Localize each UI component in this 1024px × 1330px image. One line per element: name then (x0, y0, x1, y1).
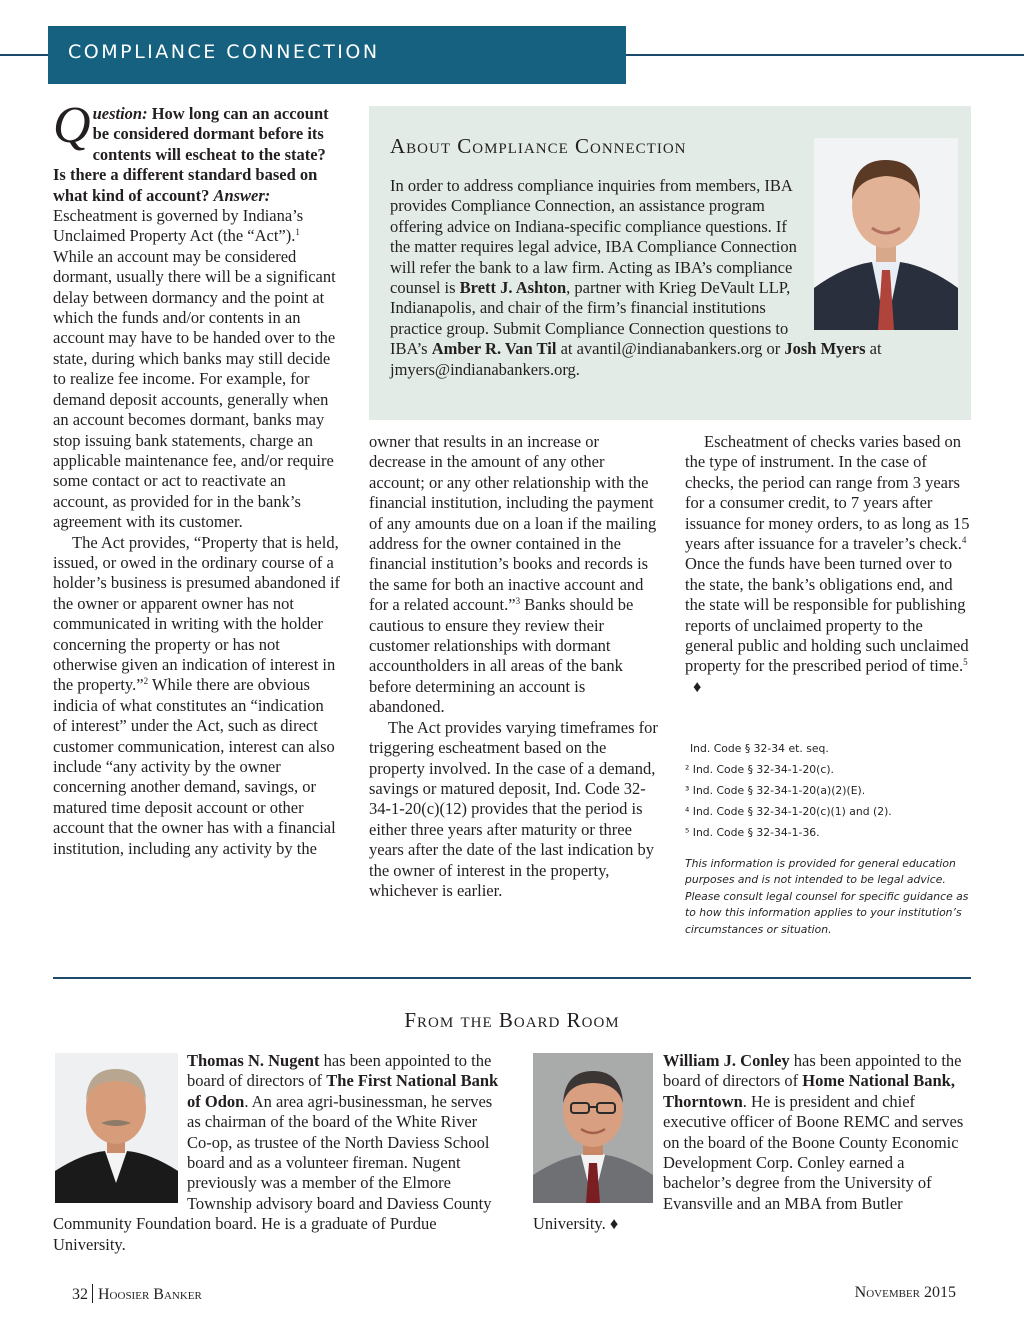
page-footer-left (72, 1284, 202, 1304)
footer-separator (92, 1284, 93, 1303)
disclaimer: This information is provided for general education purposes and is not intended to be legal advice. Please consult legal counsel for specific guidance as to how this information applies to your institution’s circumstances or situation. (685, 857, 969, 936)
william-conley-photo (533, 1053, 653, 1203)
conley-announcement: William J. Conley has been appointed to the board of directors of Home National Bank, Thorntown. He is president and chief executive officer of Boone REMC and serves on the board of the Boone County Economic Development Corp. Conley earned a bachelor’s degree from the University of Evansville and an MBA from Butler University. ♦ (533, 1051, 964, 1234)
answer-text: While an account may be considered dormant, usually there will be a significant delay between dormancy and the point at which the funds and/or contents in an account may have to be handed over to the state, during which banks may still decide to realize fee income. For example, for demand deposit accounts, generally when an account becomes dormant, banks may stop issuing bank statements, charge an applicable maintenance fee, and/or require some contact or act to reactivate an account, as provided for in the bank’s agreement with its customer. (53, 246, 336, 532)
body-paragraph: Escheatment of checks varies based on the type of instrument. In the case of checks, the period can range from 3 years for a consumer credit, to 7 years after issuance for money orders, to as long as 15 years after issuance for a traveler’s check.$^4$ Once the funds have been turned over to the state, the bank’s obligations end, and the state will be responsible for publishing reports of unclaimed property to the general public and holding such unclaimed property for the prescribed period of time.$^5$ ♦ (685, 432, 970, 696)
bank-name: The First National Bank of Odon (187, 1071, 499, 1111)
footnote: ⁵ Ind. Code § 32-34-1-36. (685, 826, 820, 839)
footnote: ³ Ind. Code § 32-34-1-20(a)(2)(E). (685, 784, 866, 797)
answer-label: Answer: (213, 185, 271, 205)
end-mark: ♦ (609, 1214, 619, 1234)
footnote: ⁴ Ind. Code § 32-34-1-20(c)(1) and (2). (685, 805, 892, 818)
footnote: Ind. Code § 32-34 et. seq. (690, 742, 829, 755)
footnote-ref-4: 4 (961, 535, 967, 546)
section-title: COMPLIANCE CONNECTION (68, 41, 380, 63)
body-paragraph: The Act provides varying timeframes for triggering escheatment based on the property involved. In the case of a demand, savings or matured deposit, Ind. Code 32-34-1-20(c)(12) provides that the period is either three years after maturity or three years after the date of the last indication by the owner of interest in the property, whichever is earlier. (369, 717, 658, 900)
column-1 (53, 97, 341, 859)
section-divider (53, 977, 971, 979)
question-text: How long can an account be considered dormant before its contents will escheat to the state? Is there a different standard based on what kind of account? (53, 104, 329, 205)
footnotes (685, 738, 975, 843)
footnote-ref-1: 1 (295, 227, 300, 238)
column-2 (369, 432, 659, 901)
contact-name: Amber R. Van Til (431, 339, 557, 359)
question-paragraph (53, 97, 341, 533)
footnote: ² Ind. Code § 32-34-1-20(c). (685, 763, 834, 776)
brett-ashton-photo (814, 138, 958, 330)
nugent-announcement: Thomas N. Nugent has been appointed to the board of directors of The First National Bank of Odon. An area agri-businessman, he serves as chairman of the board of the White River Co-op, as trustee of the North Daviess School board and as a volunteer fireman. Nugent previously was a member of the Elmore Township advisory board and Daviess County Community Foundation board. He is a graduate of Purdue University. (53, 1051, 499, 1254)
publication-name: Hoosier Banker (98, 1286, 202, 1303)
about-title: About Compliance Connection (390, 134, 687, 158)
appointee-name: Thomas N. Nugent (187, 1051, 320, 1070)
contact-name: Josh Myers (784, 339, 866, 359)
section-header-band (48, 26, 626, 84)
answer-text: Escheatment is governed by Indiana’s Unclaimed Property Act (the “Act”). (53, 206, 304, 246)
issue-date: November 2015 (854, 1284, 956, 1301)
body-paragraph: The Act provides, “Property that is held, issued, or owed in the ordinary course of a holder’s business is presumed abandoned if the owner or apparent owner has not communicated in writing with the holder concerning the property or has not otherwise given an indication of interest in the property.”$^2$ While there are obvious indicia of what constitutes an “indication of interest” under the Act, such as direct customer communication, interest can also include “any activity by the owner concerning another demand, savings, or matured time deposit account or other account that the owner has with a financial institution, including any activity by the (53, 532, 341, 858)
page-number: 32 (72, 1286, 88, 1303)
footnote-ref-2: 2 (143, 676, 149, 687)
question-label: uestion: (92, 104, 148, 123)
bank-name: Home National Bank, Thorntown (663, 1071, 955, 1111)
board-room-title: From the Board Room (404, 1008, 620, 1032)
about-body: In order to address compliance inquiries from members, IBA provides Compliance Connection, an assistance program offering advice on Indiana-specific compliance questions. If the matter requires legal advice, IBA Compliance Connection will refer the bank to a law firm. Acting as IBA’s compliance counsel is Brett J. Ashton, partner with Krieg DeVault LLP, Indianapolis, and chair of the firm’s financial institutions practice group. Submit Compliance Connection questions to IBA’s Amber R. Van Til at avantil@indianabankers.org or Josh Myers at jmyers@indianabankers.org. (390, 176, 950, 380)
counsel-name: Brett J. Ashton (459, 278, 567, 298)
about-compliance-box (369, 106, 971, 420)
end-mark: ♦ (693, 676, 702, 696)
appointee-name: William J. Conley (663, 1051, 790, 1070)
footnote-ref-3: 3 (515, 596, 521, 607)
drop-cap: Q (53, 97, 91, 154)
column-3 (685, 432, 975, 697)
thomas-nugent-photo (55, 1053, 178, 1203)
footnote-ref-5: 5 (963, 657, 968, 668)
body-paragraph: owner that results in an increase or decrease in the amount of any other account; or any other relationship with the financial institution, including the payment of any amounts due on a loan if the mailing address for the owner contained in the financial institution’s books and records is the same for both an inactive account and for a related account.”$^3$ Banks should be cautious to ensure they review their customer relationships with dormant accountholders in all areas of the bank before determining an account is abandoned. (369, 432, 657, 717)
